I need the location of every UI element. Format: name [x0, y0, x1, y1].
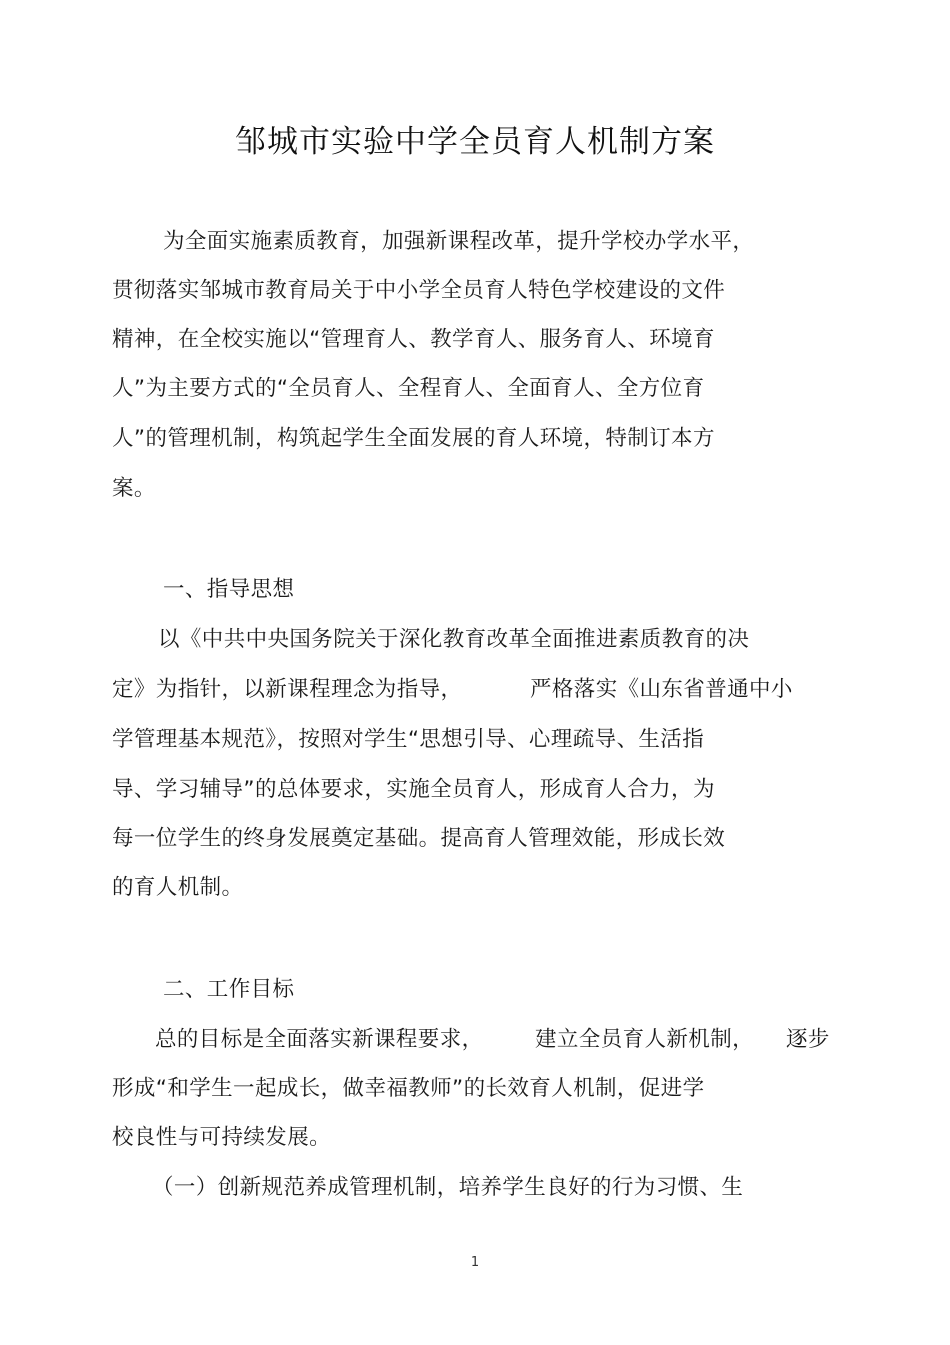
section-2-line-1a: 总的目标是全面落实新课程要求，: [155, 1027, 484, 1052]
section-1-line-5: 每一位学生的终身发展奠定基础。提高育人管理效能，形成长效: [112, 826, 726, 851]
section-1-line-2b: 严格落实《山东省普通中小: [530, 677, 793, 702]
intro-line-4: 人”为主要方式的“全员育人、全程育人、全面育人、全方位育: [112, 376, 705, 401]
intro-line-2: 贯彻落实邹城市教育局关于中小学全员育人特色学校建设的文件: [112, 278, 726, 303]
section-1-line-6: 的育人机制。: [112, 875, 244, 900]
document-title: 邹城市实验中学全员育人机制方案: [235, 124, 715, 160]
intro-line-3: 精神，在全校实施以“管理育人、教学育人、服务育人、环境育: [112, 327, 715, 352]
section-2-line-1b: 建立全员育人新机制，: [535, 1027, 755, 1052]
section-1-heading: 一、指导思想: [163, 577, 295, 602]
intro-line-1: 为全面实施素质教育，加强新课程改革，提升学校办学水平，: [163, 229, 755, 254]
section-2-line-3: 校良性与可持续发展。: [112, 1125, 332, 1150]
intro-line-5: 人”的管理机制，构筑起学生全面发展的育人环境，特制订本方: [112, 426, 715, 451]
section-2-heading: 二、工作目标: [163, 977, 295, 1002]
section-1-line-3: 学管理基本规范》，按照对学生“思想引导、心理疏导、生活指: [112, 727, 705, 752]
section-1-line-1: 以《中共中央国务院关于深化教育改革全面推进素质教育的决: [158, 627, 750, 652]
section-1-line-2a: 定》为指针，以新课程理念为指导，: [112, 677, 463, 702]
section-2-line-2: 形成“和学生一起成长，做幸福教师”的长效育人机制，促进学: [112, 1076, 705, 1101]
section-2-line-4: （一）创新规范养成管理机制，培养学生良好的行为习惯、生: [152, 1175, 744, 1200]
section-1-line-4: 导、学习辅导”的总体要求，实施全员育人，形成育人合力，为: [112, 777, 715, 802]
intro-line-6: 案。: [112, 476, 156, 501]
page-number: 1: [470, 1255, 480, 1270]
section-2-line-1c: 逐步: [786, 1027, 830, 1052]
